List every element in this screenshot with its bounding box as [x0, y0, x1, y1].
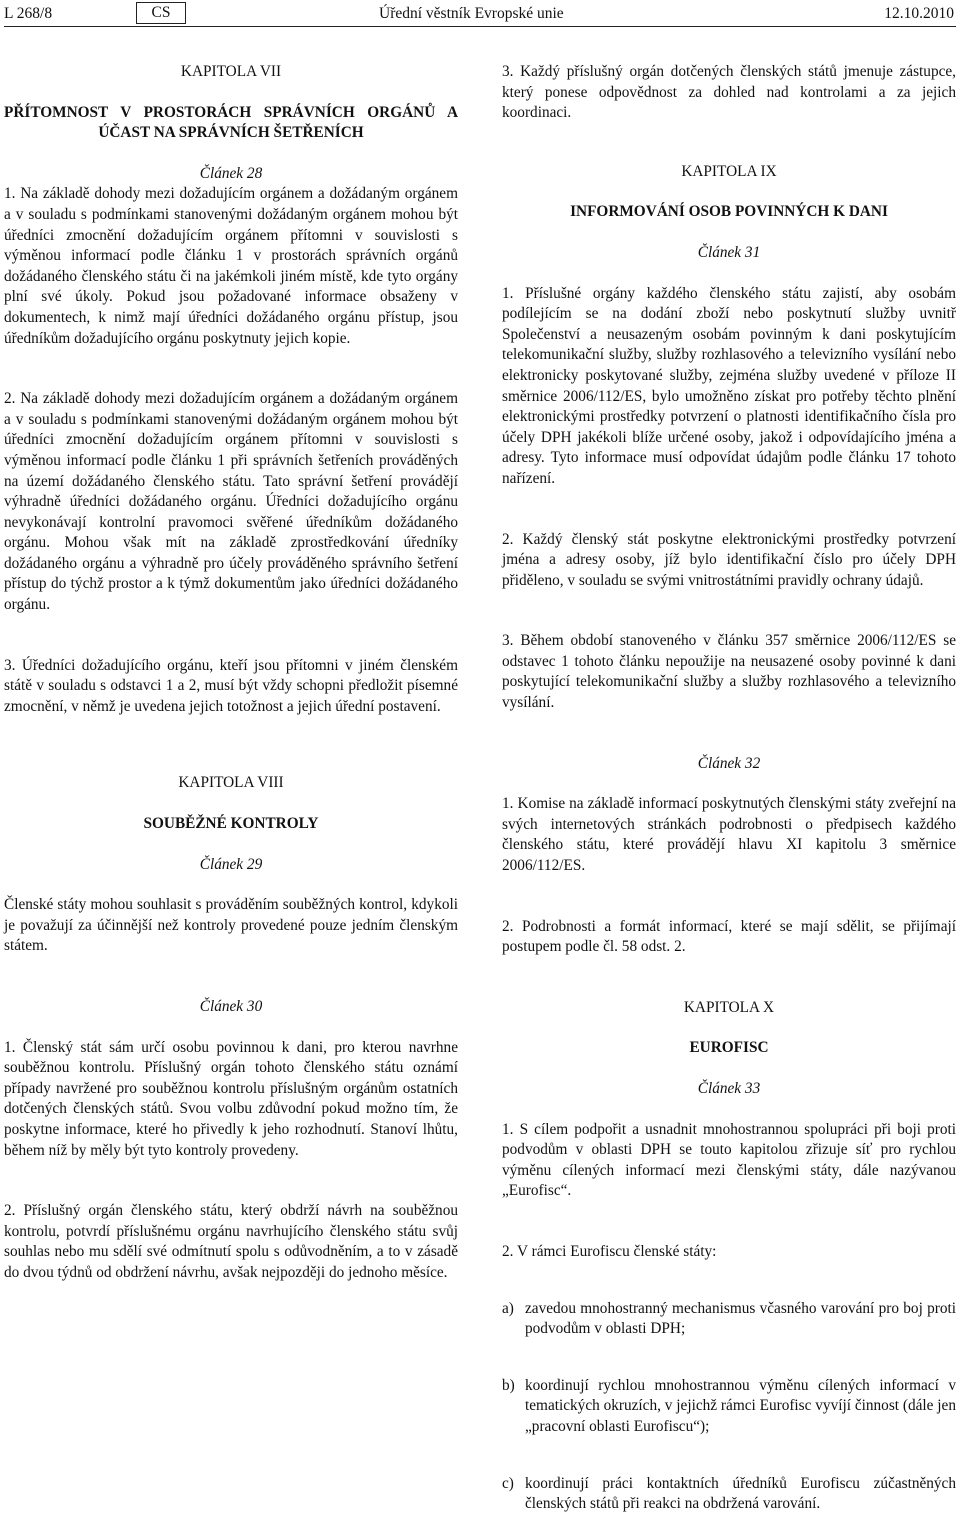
left-column [4, 62, 458, 1304]
paragraph: 3. Úředníci dožadujícího orgánu, kteří jsou přítomni v jiném členském státě v souladu s odstavci 1 a 2, musí být vždy schopni předložit písemné zmocnění, v němž je uvedena jejich totožnost a jejich úřední postavení. [4, 656, 458, 715]
paragraph: 1. Příslušné orgány každého členského státu zajistí, aby osobám podílejícím se na dodání zboží nebo poskytnutí služby uvnitř Společenství a neusazeným osobám povinným k dani poskytujícím telekomunikační služby, služby rozhlasového a televizního vysílání nebo elektronicky poskytované služby, zejména služby uvedené v příloze II směrnice 2006/112/ES, bylo umožněno získat pro potřeby těchto plnění elektronickými prostředky potvrzení o platnosti identifikačního čísla pro účely DPH jakékoli blíže určené osoby, jakož i odpovídajícího jména a adresy. Tyto informace musí odpovídat údajům podle článku 17 tohoto nařízení. [502, 284, 956, 487]
chapter-title: PŘÍTOMNOST V PROSTORÁCH SPRÁVNÍCH ORGÁNŮ A ÚČAST NA SPRÁVNÍCH ŠETŘENÍCH [4, 103, 458, 142]
paragraph: Členské státy mohou souhlasit s prováděním souběžných kontrol, kdykoli je považují za účinnější než kontroly provedené pouze jedním členským státem. [4, 896, 458, 955]
chapter-heading: KAPITOLA VIII [178, 774, 284, 792]
right-column [502, 62, 956, 1535]
article-heading: Článek 31 [697, 243, 761, 261]
page-number: L 268/8 [4, 5, 53, 22]
paragraph: 3. Každý příslušný orgán dotčených členských států jmenuje zástupce, který ponese odpovědnost za dohled nad kontrolami a za jejich koordinaci. [502, 63, 956, 122]
list-item [502, 1474, 956, 1515]
article-heading: Článek 32 [697, 754, 761, 772]
chapter-heading: KAPITOLA X [683, 998, 775, 1016]
header-rule [4, 26, 956, 27]
list-item-label: c) [502, 1474, 514, 1492]
language-badge: CS [136, 2, 186, 24]
paragraph: 1. Na základě dohody mezi dožadujícím orgánem a dožádaným orgánem a v souladu s podmínkami stanovenými dožádaným orgánem mohou být úředníci zmocnění dožadujícím orgánem přítomni v souvislosti s výměnou informací podle článku 1 v prostorách správních orgánů dožádaného členského státu či na jakémkoli jiném místě, kde tyto orgány plní své úkoly. Pokud jsou požadované informace obsaženy v dokumentech, k nimž mají úředníci dožádaného orgánu přístup, jsou úředníkům dožadujícího orgánu poskytnuty jejich kopie. [4, 185, 458, 347]
article-heading: Článek 30 [199, 998, 263, 1015]
chapter-heading: KAPITOLA IX [681, 162, 777, 180]
paragraph: 2. V rámci Eurofiscu členské státy: [502, 1242, 717, 1260]
list-item-text: koordinují práci kontaktních úředníků Eurofiscu zúčastněných členských států při reakci na obdržená varování. [525, 1474, 956, 1513]
list-item-text: koordinují rychlou mnohostrannou výměnu cílených informací v tematických okruzích, v jejichž rámci Eurofisc vyvíjí činnost (dále jen „pracovní oblasti Eurofiscu“); [525, 1376, 956, 1435]
chapter-title: SOUBĚŽNÉ KONTROLY [143, 815, 319, 833]
paragraph: 2. Podrobnosti a formát informací, které se mají sdělit, se přijímají postupem podle čl. 58 odst. 2. [502, 917, 956, 956]
article-heading: Článek 33 [697, 1080, 761, 1097]
list-item-text: zavedou mnohostranný mechanismus včasného varování pro boj proti podvodům v oblasti DPH; [525, 1299, 956, 1338]
list-item [502, 1376, 956, 1438]
article-heading: Článek 28 [199, 164, 263, 182]
article-heading: Článek 29 [199, 855, 263, 873]
chapter-heading: KAPITOLA VII [180, 63, 282, 80]
chapter-title: INFORMOVÁNÍ OSOB POVINNÝCH K DANI [570, 203, 888, 221]
paragraph: 2. Každý členský stát poskytne elektronickými prostředky potvrzení jména a adresy osoby, jíž bylo identifikační číslo pro účely DPH přiděleno, v souladu se svými vnitrostátními pravidly ochrany údajů. [502, 530, 956, 589]
paragraph: 1. Komise na základě informací poskytnutých členskými státy zveřejní na svých internetových stránkách podrobnosti o předpisech každého členského státu, které provádějí hlavu XI kapitolu 3 směrnice 2006/112/ES. [502, 795, 956, 875]
list-item [502, 1299, 956, 1340]
chapter-title: EUROFISC [689, 1039, 769, 1057]
paragraph: 2. Příslušný orgán členského státu, který obdrží návrh na souběžnou kontrolu, potvrdí příslušnému orgánu navrhujícího členského státu svůj souhlas nebo mu sdělí své odmítnutí spolu s odůvodněním, a to v zásadě do dvou týdnů od obdržení návrhu, avšak nejpozději do jednoho měsíce. [4, 1202, 458, 1281]
paragraph: 2. Na základě dohody mezi dožadujícím orgánem a dožádaným orgánem a v souladu s podmínkami stanovenými dožádaným orgánem mohou být úředníci zmocnění dožadujícím orgánem přítomni v souvislosti s výměnou informací podle článku 1 při správních šetřeních prováděných na území dožádaného členského státu. Tato správní šetření provádějí výhradně úředníci dožádaného orgánu. Úředníci dožadujícího orgánu nevykonávají kontrolní pravomoci svěřené úředníkům dožádaného orgánu. Mohou však mít na základě zprostředkování úředníky dožádaného orgánu a výhradně pro účely prováděného správního šetření přístup do týchž prostor a k týmž dokumentům jako úředníci dožádaného orgánu. [4, 390, 458, 614]
journal-title: Úřední věstník Evropské unie [379, 5, 564, 22]
publication-date: 12.10.2010 [884, 5, 954, 22]
list-item-label: b) [502, 1376, 515, 1394]
paragraph: 1. S cílem podpořit a usnadnit mnohostrannou spolupráci při boji proti podvodům v oblasti DPH se touto kapitolou zřizuje síť pro rychlou výměnu cílených informací mezi členskými státy, dále nazývanou „Eurofisc“. [502, 1120, 956, 1200]
paragraph: 1. Členský stát sám určí osobu povinnou k dani, pro kterou navrhne souběžnou kontrolu. Příslušný orgán tohoto členského státu oznámí případy navržené pro souběžnou kontrolu příslušným orgánům ostatních dotčených členských států. Svou volbu zdůvodní pokud možno tím, že poskytne informace, které ho přivedly k jeho rozhodnutí. Stanoví lhůtu, během níž by měly být tyto kontroly provedeny. [4, 1038, 458, 1159]
list-item-label: a) [502, 1299, 514, 1317]
page-header [4, 2, 956, 26]
paragraph: 3. Během období stanoveného v článku 357 směrnice 2006/112/ES se odstavec 1 tohoto článku nepoužije na neusazené osoby povinné k dani poskytující telekomunikační služby a služby rozhlasového a televizního vysílání. [502, 632, 956, 712]
